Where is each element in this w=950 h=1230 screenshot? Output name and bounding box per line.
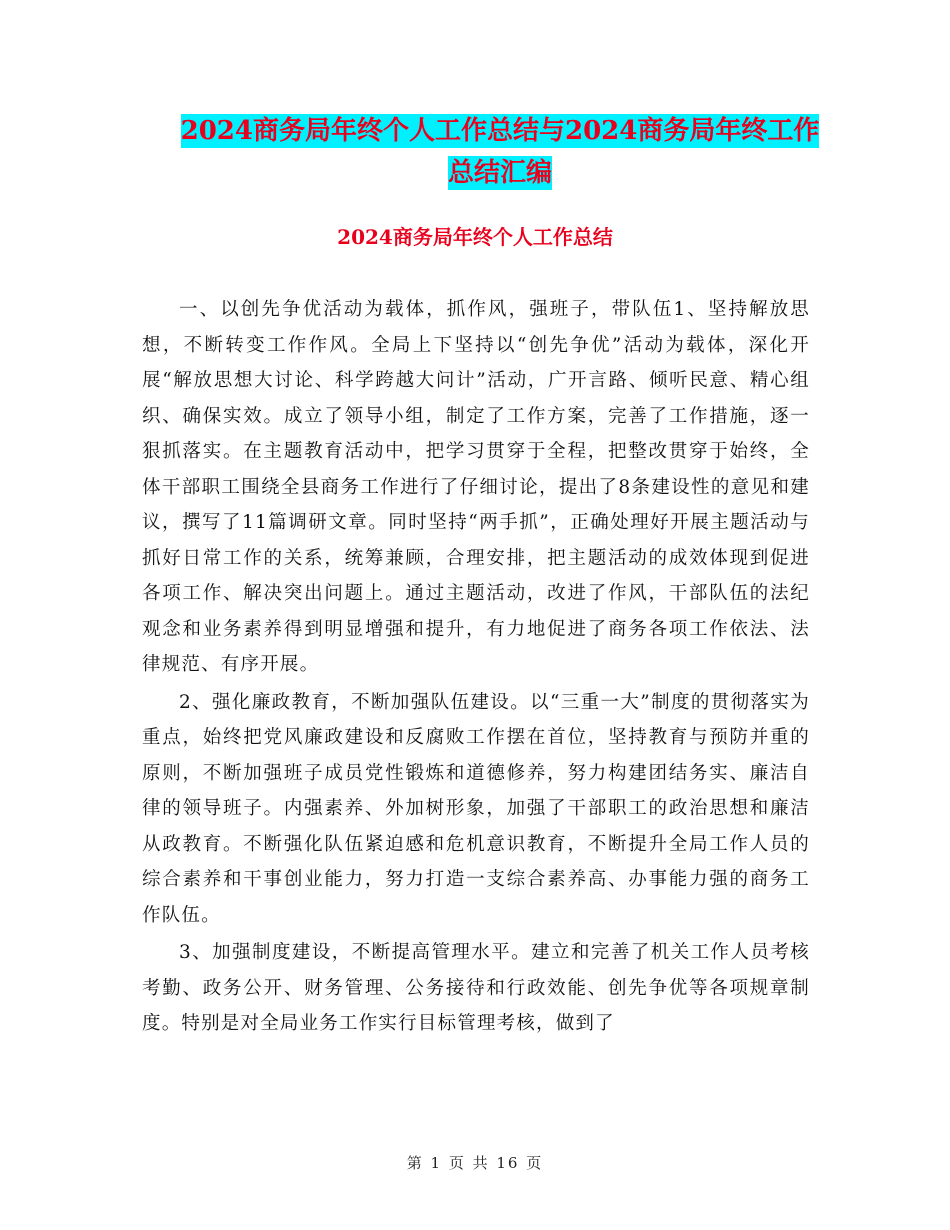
page-footer: 第 1 页 共 16 页 — [406, 1154, 544, 1172]
paragraph-3: 3、加强制度建设，不断提高管理水平。建立和完善了机关工作人员考核考勤、政务公开、财务管理、公务接待和行政效能、创先争优等各项规章制度。特别是对全局业务工作实行目标管理考核，做到了 — [142, 942, 810, 1034]
main-title-line-1: 2024商务局年终个人工作总结与2024商务局年终工作 — [180, 116, 820, 146]
main-title-line-2: 总结汇编 — [447, 158, 552, 188]
document-main-title — [140, 110, 860, 194]
section-title: 2024商务局年终个人工作总结 — [337, 225, 613, 249]
paragraph-1: 一、以创先争优活动为载体，抓作风，强班子，带队伍1、坚持解放思想，不断转变工作作风。全局上下坚持以“创先争优”活动为载体，深化开展“解放思想大讨论、科学跨越大问计”活动，广开言路、倾听民意、精心组织、确保实效。成立了领导小组，制定了工作方案，完善了工作措施，逐一狠抓落实。在主题教育活动中，把学习贯穿于全程，把整改贯穿于始终，全体干部职工围绕全县商务工作进行了仔细讨论，提出了8条建设性的意见和建议，撰写了11篇调研文章。同时坚持“两手抓”，正确处理好开展主题活动与抓好日常工作的关系，统筹兼顾，合理安排，把主题活动的成效体现到促进各项工作、解决突出问题上。通过主题活动，改进了作风，干部队伍的法纪观念和业务素养得到明显增强和提升，有力地促进了商务各项工作依法、法律规范、有序开展。 — [142, 299, 810, 675]
paragraph-2: 2、强化廉政教育，不断加强队伍建设。以“三重一大”制度的贯彻落实为重点，始终把党风廉政建设和反腐败工作摆在首位，坚持教育与预防并重的原则，不断加强班子成员党性锻炼和道德修养，努力构建团结务实、廉洁自律的领导班子。内强素养、外加树形象，加强了干部职工的政治思想和廉洁从政教育。不断强化队伍紧迫感和危机意识教育，不断提升全局工作人员的综合素养和干事创业能力，努力打造一支综合素养高、办事能力强的商务工作队伍。 — [142, 691, 810, 926]
document-body — [142, 292, 810, 1044]
